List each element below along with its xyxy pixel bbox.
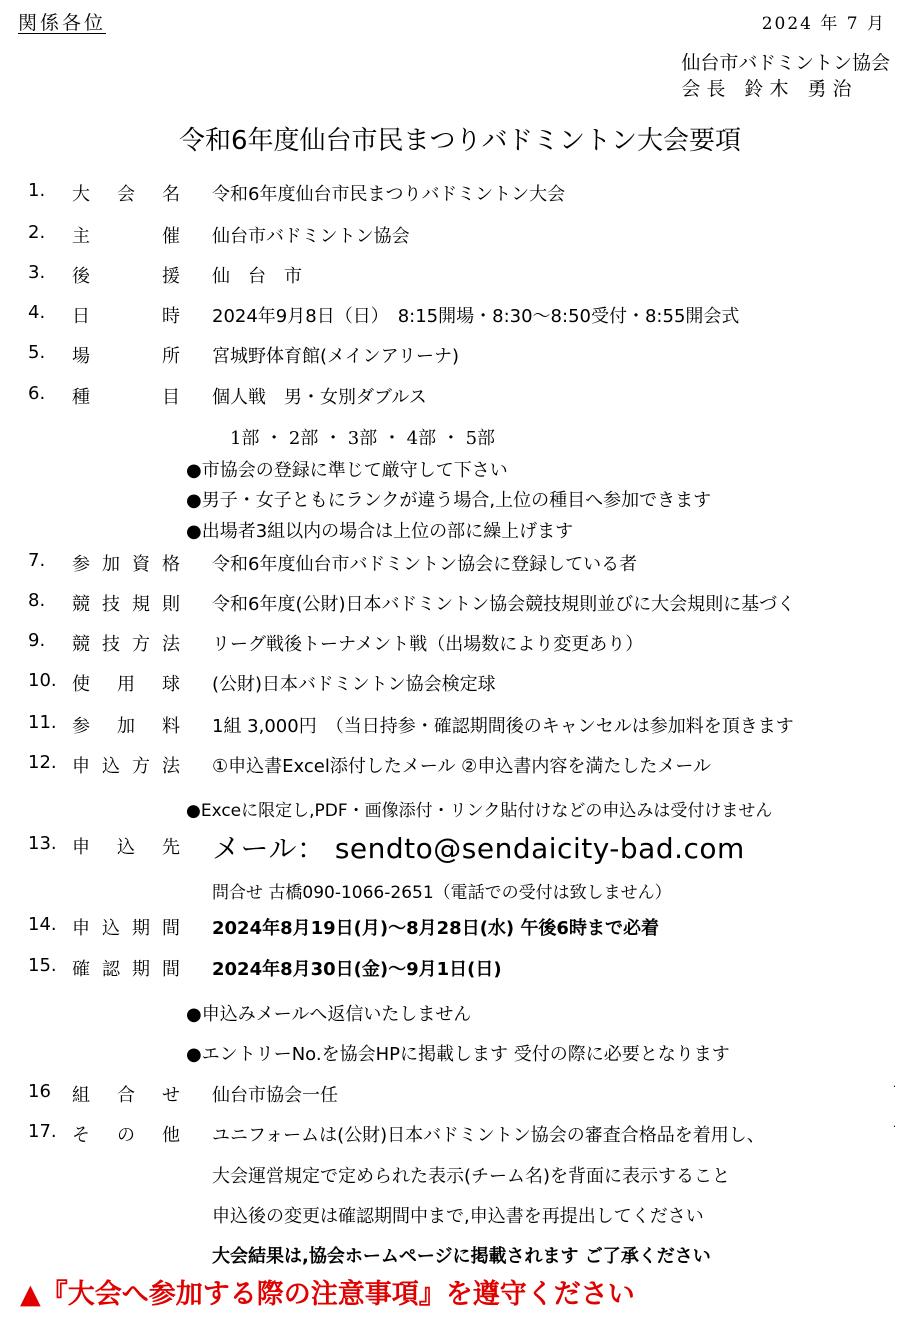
item-number: 15. (28, 955, 57, 976)
item-row (0, 383, 920, 419)
item-number: 4. (28, 302, 46, 323)
item6-note-2: ●男子・女子ともにランクが違う場合,上位の種目へ参加できます (186, 490, 712, 511)
item-label-char: 方 (132, 634, 150, 655)
item-label (72, 670, 180, 696)
sender-org: 仙台市バドミントン協会 (681, 52, 890, 74)
item-label-char: 場 (72, 346, 90, 367)
item6-note-3: ●出場者3組以内の場合は上位の部に繰上げます (186, 521, 574, 542)
item-number: 6. (28, 383, 46, 404)
item6-divisions: 1部 ・ 2部 ・ 3部 ・ 4部 ・ 5部 (230, 428, 496, 449)
item-row (0, 262, 920, 298)
sender-block (681, 50, 890, 102)
item-row (0, 752, 920, 788)
item-row (0, 590, 920, 626)
item-number: 8. (28, 590, 46, 611)
item-value: ユニフォームは(公財)日本バドミントン協会の審査合格品を着用し、 (212, 1125, 765, 1146)
item-value: 令和6年度(公財)日本バドミントン協会競技規則並びに大会規則に基づく (212, 594, 796, 615)
item-label-char: 加 (117, 716, 135, 737)
item-label-char: 参 (72, 716, 90, 737)
item-value: 宮城野体育館(メインアリーナ) (212, 346, 459, 367)
item-label (72, 752, 180, 778)
item-label-char: 則 (162, 594, 180, 615)
item-label-char: 後 (72, 266, 90, 287)
item-label-char: 使 (72, 674, 90, 695)
item-label-char: 日 (72, 306, 90, 327)
item-label (72, 383, 180, 409)
item-label-char: の (117, 1125, 135, 1146)
item-number: 14. (28, 914, 57, 935)
item-number: 11. (28, 712, 57, 733)
item-label-char: 参 (72, 554, 90, 575)
item-label-char: 所 (162, 346, 180, 367)
item-row (0, 670, 920, 706)
item-label-char: 資 (132, 554, 150, 575)
item-value: ①申込書Excel添付したメール ②申込書内容を満たしたメール (212, 756, 711, 777)
item-label-char: 主 (72, 226, 90, 247)
item-label-char: 競 (72, 594, 90, 615)
item-label (72, 1081, 180, 1107)
item-row (0, 222, 920, 258)
item15-note-1: ●申込みメールへ返信いたしません (186, 1004, 472, 1025)
item-label-char: 期 (132, 918, 150, 939)
item-label-char: そ (72, 1125, 90, 1146)
item-value: 令和6年度仙台市バドミントン協会に登録している者 (212, 554, 638, 575)
item-value: 仙台市協会一任 (212, 1085, 338, 1106)
item-value: 個人戦 男・女別ダブルス (212, 387, 427, 408)
item-row (0, 1081, 920, 1117)
item-row (0, 833, 920, 869)
item-label-char: 目 (162, 387, 180, 408)
item-label (72, 262, 180, 288)
item-number: 1. (28, 180, 46, 201)
item-label-char: 種 (72, 387, 90, 408)
item13-contact: 問合せ 古橋090-1066-2651（電話での受付は致しません） (212, 883, 672, 903)
item-label-char: 申 (72, 918, 90, 939)
item-number: 17. (28, 1121, 57, 1142)
item-label-char: 間 (162, 959, 180, 980)
item-value[interactable]: メール： sendto@sendaicity-bad.com (212, 832, 745, 865)
item-label-char: 会 (117, 184, 135, 205)
item-number: 2. (28, 222, 46, 243)
item-label-char: 規 (132, 594, 150, 615)
item-value: 1組 3,000円 （当日持参・確認期間後のキャンセルは参加料を頂きます (212, 716, 794, 737)
item17-line-2: 大会運営規定で定められた表示(チーム名)を背面に表示すること (212, 1166, 731, 1187)
item-label-char: 技 (102, 634, 120, 655)
item-label (72, 630, 180, 656)
sender-president: 会 長 鈴 木 勇 治 (681, 78, 852, 100)
item-label (72, 550, 180, 576)
item-number: 12. (28, 752, 57, 773)
item-label (72, 914, 180, 940)
item-label-char: 申 (72, 837, 90, 858)
item-label (72, 1121, 180, 1147)
item-label-char: 先 (162, 837, 180, 858)
issue-date: 2024 年 7 月 (761, 14, 886, 34)
item-value: (公財)日本バドミントン協会検定球 (212, 674, 496, 695)
item-label (72, 590, 180, 616)
item-value: 令和6年度仙台市民まつりバドミントン大会 (212, 184, 566, 205)
item12-note: ●Exceに限定し,PDF・画像添付・リンク貼付けなどの申込みは受付けません (186, 801, 773, 821)
item-row (0, 342, 920, 378)
item-label-char: 確 (72, 959, 90, 980)
item-label-char: 援 (162, 266, 180, 287)
item-number: 5. (28, 342, 46, 363)
item-label (72, 833, 180, 859)
item-label-char: 法 (162, 756, 180, 777)
item-label-char: 込 (102, 918, 120, 939)
item-label-char: 競 (72, 634, 90, 655)
item-row (0, 630, 920, 666)
item15-note-2: ●エントリーNo.を協会HPに掲載します 受付の際に必要となります (186, 1044, 730, 1065)
item-label-char: 用 (117, 674, 135, 695)
item-label-char: 催 (162, 226, 180, 247)
item6-note-1: ●市協会の登録に準じて厳守して下さい (186, 460, 508, 481)
stray-dot: · (892, 1122, 896, 1133)
item17-line-3: 申込後の変更は確認期間中まで,申込書を再提出してください (212, 1206, 704, 1227)
item-label-char: 時 (162, 306, 180, 327)
item-number: 3. (28, 262, 46, 283)
item-row (0, 914, 920, 950)
item-value: 2024年8月30日(金)～9月1日(日) (212, 959, 502, 980)
item-row (0, 302, 920, 338)
item-label-char: せ (162, 1085, 180, 1106)
stray-dot: · (892, 1082, 896, 1093)
item-label-char: 他 (162, 1125, 180, 1146)
item-label (72, 180, 180, 206)
item-label-char: 大 (72, 184, 90, 205)
item-label-char: 間 (162, 918, 180, 939)
item-label-char: 込 (102, 756, 120, 777)
item-label-char: 合 (117, 1085, 135, 1106)
item-label-char: 加 (102, 554, 120, 575)
document-title: 令和6年度仙台市民まつりバドミントン大会要項 (178, 126, 742, 156)
item-label (72, 342, 180, 368)
item-number: 13. (28, 833, 57, 854)
item-label-char: 認 (102, 959, 120, 980)
item-value: 2024年9月8日（日） 8:15開場・8:30～8:50受付・8:55開会式 (212, 306, 740, 327)
item-label-char: 申 (72, 756, 90, 777)
item-value: 2024年8月19日(月)～8月28日(水) 午後6時まで必着 (212, 918, 659, 939)
item-label (72, 222, 180, 248)
item-value: 仙 台 市 (212, 266, 302, 287)
item-value: 仙台市バドミントン協会 (212, 226, 410, 247)
item-number: 16 (28, 1081, 51, 1102)
item-label (72, 712, 180, 738)
item-row (0, 955, 920, 991)
item-label (72, 302, 180, 328)
item17-line-4: 大会結果は,協会ホームページに掲載されます ご了承ください (212, 1246, 711, 1267)
item-number: 9. (28, 630, 46, 651)
item-label-char: 格 (162, 554, 180, 575)
item-label-char: 料 (162, 716, 180, 737)
item-label-char: 技 (102, 594, 120, 615)
item-label-char: 組 (72, 1085, 90, 1106)
item-row (0, 1121, 920, 1157)
item-row (0, 550, 920, 586)
footer-notice: ▲『大会へ参加する際の注意事項』を遵守ください (20, 1279, 635, 1310)
item-label-char: 球 (162, 674, 180, 695)
item-label-char: 名 (162, 184, 180, 205)
item-value: リーグ戦後トーナメント戦（出場数により変更あり） (212, 634, 644, 655)
item-label-char: 込 (117, 837, 135, 858)
addressee: 関係各位 (18, 12, 107, 34)
item-row (0, 180, 920, 216)
item-row (0, 712, 920, 748)
item-label-char: 期 (132, 959, 150, 980)
item-label-char: 方 (132, 756, 150, 777)
item-number: 10. (28, 670, 57, 691)
item-label (72, 955, 180, 981)
item-number: 7. (28, 550, 46, 571)
item-label-char: 法 (162, 634, 180, 655)
